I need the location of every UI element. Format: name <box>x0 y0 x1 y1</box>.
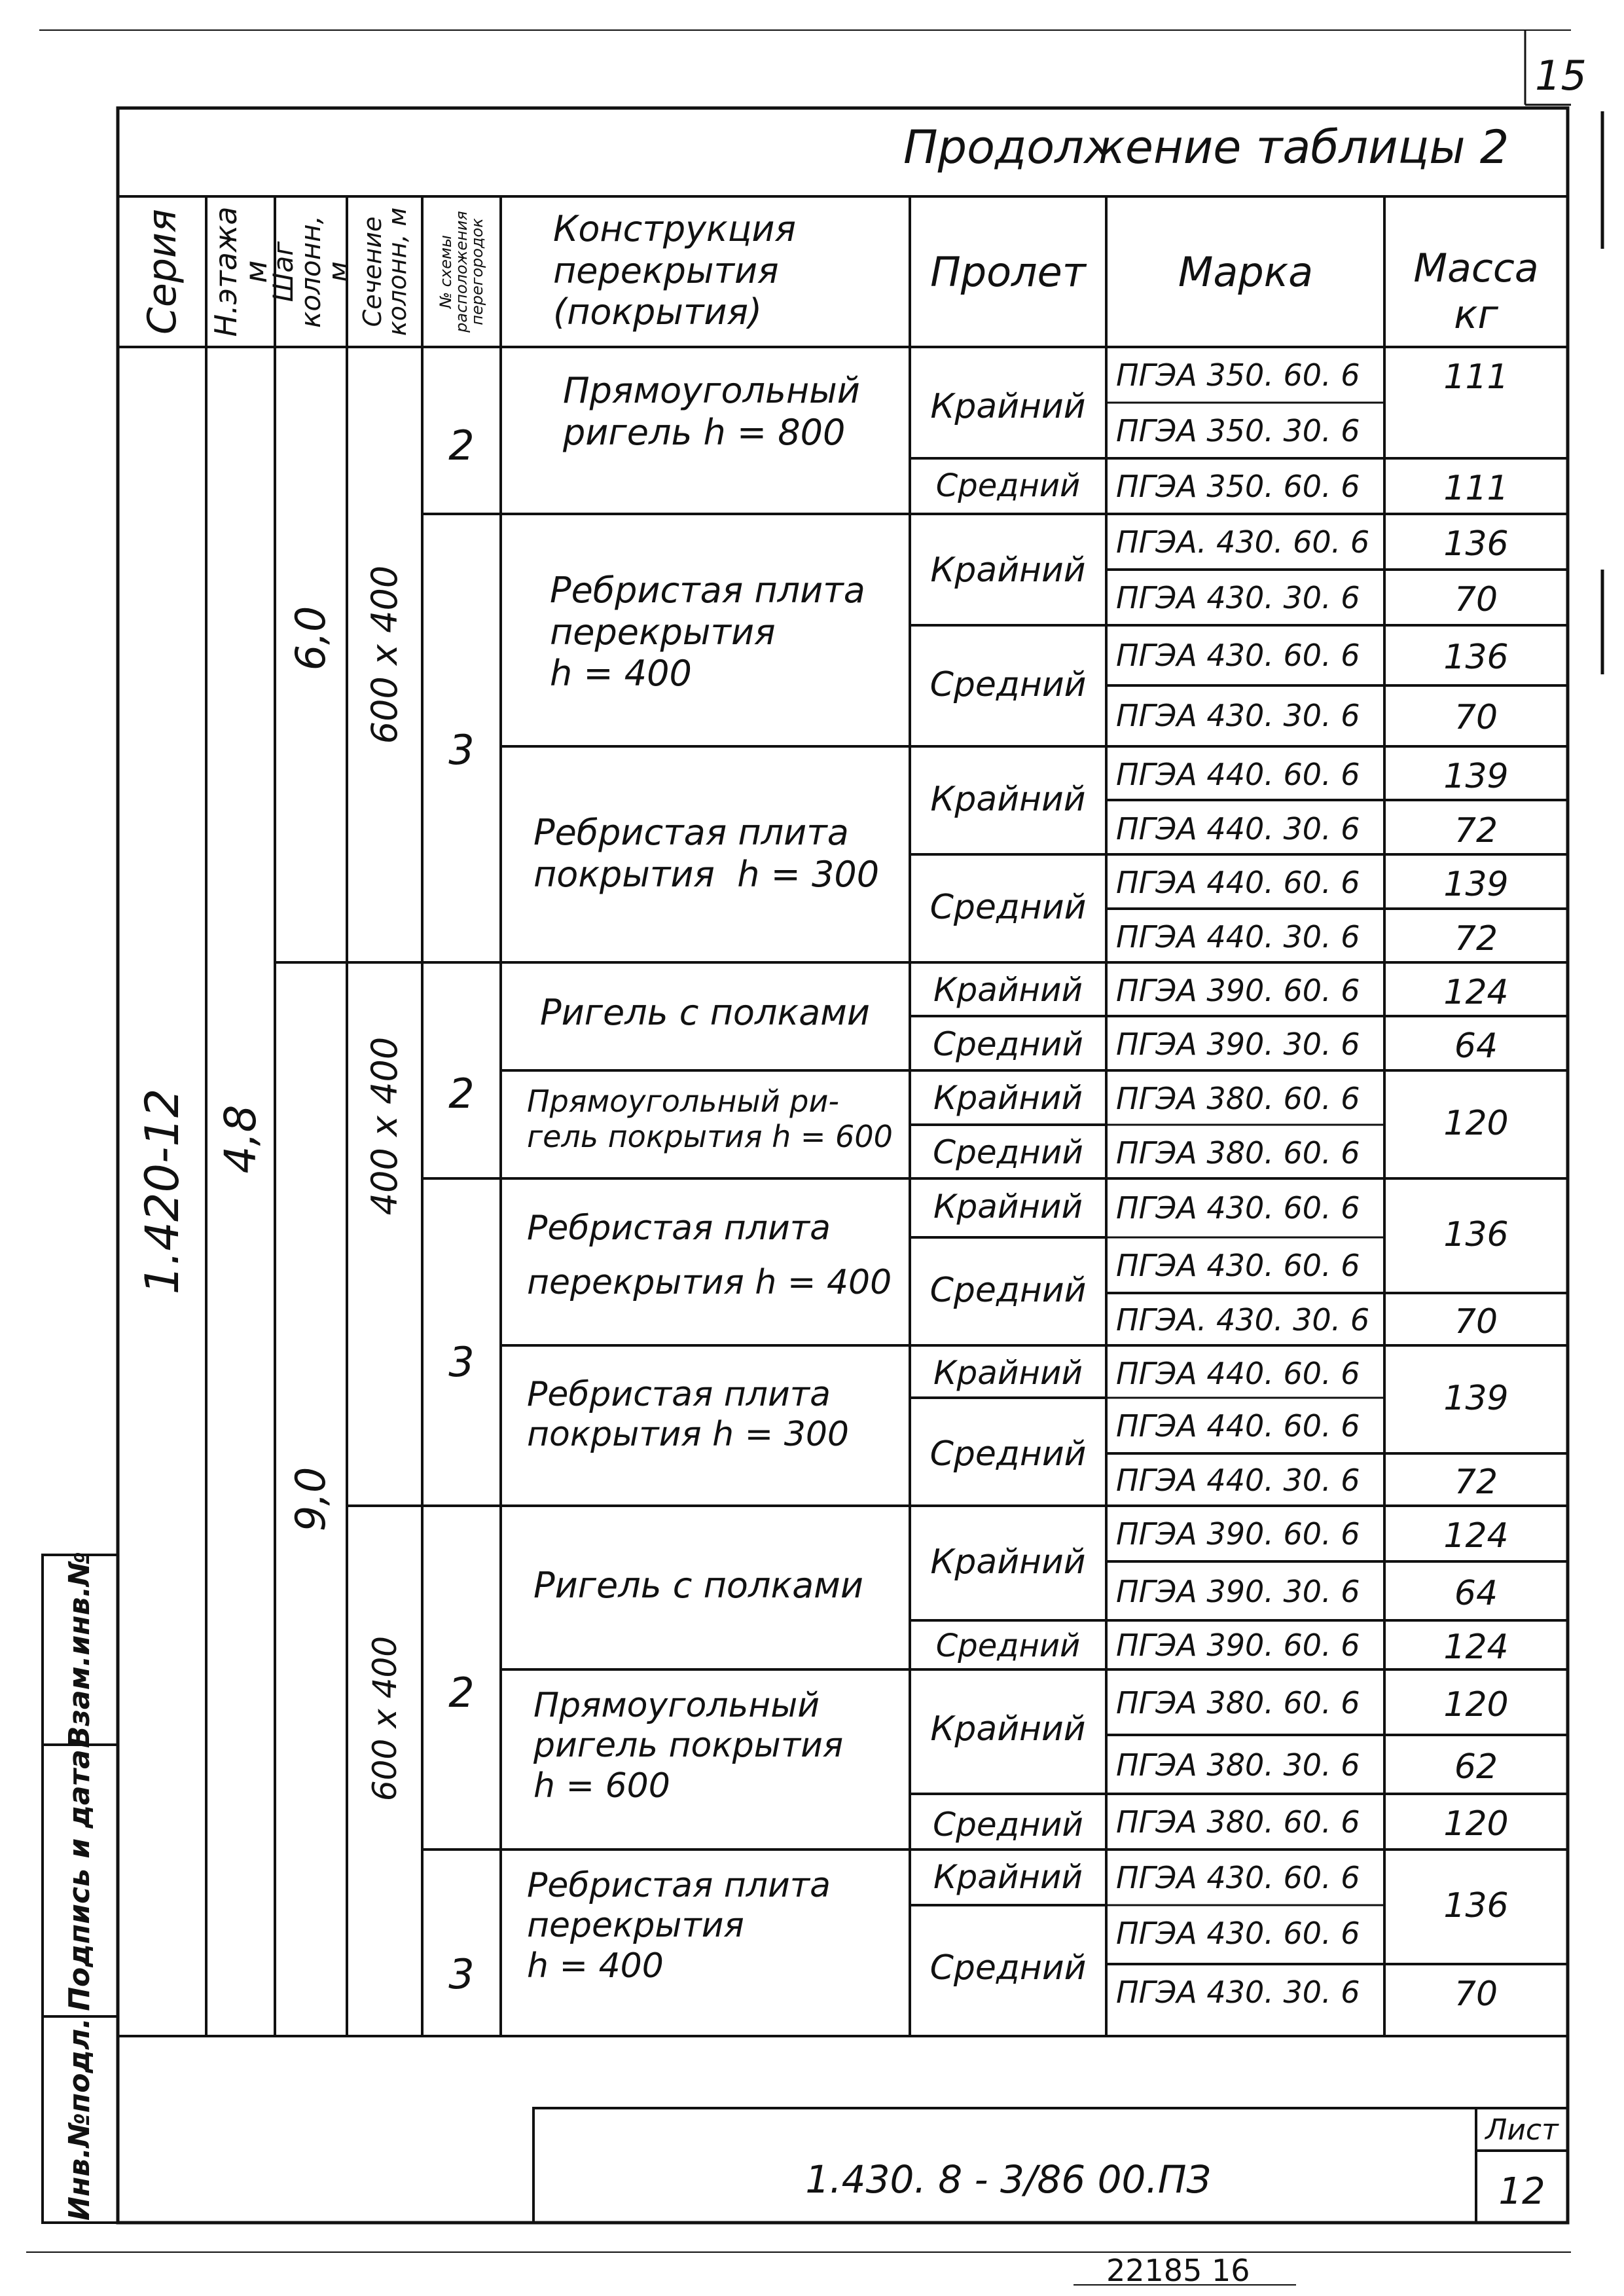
cell-mass: 72 <box>1454 919 1498 958</box>
cell-span: Крайний <box>933 1354 1083 1392</box>
header-nomer-skhemy: № схемы расположения перегородок <box>437 211 486 333</box>
cell-scheme-1: 2 <box>448 422 475 469</box>
cell-mark: ПГЭА 350. 60. 6 <box>1116 469 1360 504</box>
cell-mass: 64 <box>1454 1027 1498 1066</box>
cell-mass: 124 <box>1443 1628 1509 1667</box>
header-nagruzka: Н.этажа м <box>208 206 274 337</box>
cell-mass: 70 <box>1454 580 1498 619</box>
header-shag: Шаг колонн, м <box>267 215 354 328</box>
cell-span: Средний <box>935 1628 1081 1664</box>
cell-mass: 136 <box>1443 638 1509 677</box>
cell-mark: ПГЭА 390. 60. 6 <box>1116 1628 1360 1663</box>
cell-mark: ПГЭА 380. 60. 6 <box>1116 1081 1360 1116</box>
cell-mass: 136 <box>1443 1886 1509 1925</box>
header-sechenie: Сечение колонн, м <box>358 207 412 337</box>
cell-span: Крайний <box>930 551 1086 590</box>
cell-construction: Ригель с полками <box>533 1565 864 1606</box>
cell-scheme-5: 2 <box>448 1669 475 1717</box>
cell-span: Крайний <box>930 1542 1086 1582</box>
cell-mass: 139 <box>1443 757 1509 796</box>
cell-span: Средний <box>929 1948 1087 1988</box>
cell-mark: ПГЭА 440. 30. 6 <box>1116 811 1360 847</box>
cell-span: Средний <box>933 1133 1083 1171</box>
cell-scheme-4: 3 <box>448 1338 475 1386</box>
cell-construction: Прямоугольный ригель покрытия h = 600 <box>533 1686 844 1806</box>
header-massa: Масса кг <box>1413 246 1539 338</box>
cell-construction: Прямоугольный ри- гель покрытия h = 600 <box>527 1084 893 1155</box>
sheet-number: 12 <box>1498 2170 1545 2213</box>
cell-mark: ПГЭА 430. 60. 6 <box>1116 1248 1360 1283</box>
cell-shag-1: 6,0 <box>287 606 334 671</box>
cell-construction: Ребристая плита перекрытия h = 400 <box>527 1209 892 1303</box>
cell-sechenie-3: 600 х 400 <box>366 1635 404 1802</box>
cell-scheme-6: 3 <box>448 1950 475 1998</box>
cell-span: Крайний <box>933 1858 1083 1896</box>
table-caption: Продолжение таблицы 2 <box>903 120 1509 174</box>
cell-span: Средний <box>929 1271 1087 1310</box>
stamp-vzam-inv: Взам.инв.№ <box>63 1551 96 1749</box>
cell-span: Крайний <box>930 780 1086 819</box>
cell-mark: ПГЭА 430. 60. 6 <box>1116 1860 1360 1895</box>
cell-mark: ПГЭА. 430. 60. 6 <box>1116 524 1370 560</box>
cell-mark: ПГЭА 380. 60. 6 <box>1116 1135 1360 1171</box>
cell-span: Средний <box>929 888 1087 927</box>
cell-mass: 70 <box>1454 1302 1498 1341</box>
archive-number: 22185 16 <box>1106 2253 1250 2288</box>
stamp-inv-podl: Инв.№подл. <box>63 2018 96 2221</box>
cell-mass: 136 <box>1443 1215 1509 1254</box>
header-konstrukciya: Конструкция перекрытия (покрытия) <box>553 208 797 333</box>
cell-mass: 124 <box>1443 1516 1509 1556</box>
page-number: 15 <box>1535 52 1587 100</box>
cell-span: Крайний <box>930 387 1086 426</box>
stamp-podpis-data: Подпись и дата <box>63 1749 96 2011</box>
cell-mark: ПГЭА 440. 30. 6 <box>1116 919 1360 955</box>
cell-mark: ПГЭА 440. 30. 6 <box>1116 1463 1360 1498</box>
cell-mass: 72 <box>1454 1463 1498 1502</box>
cell-mark: ПГЭА 430. 30. 6 <box>1116 580 1360 615</box>
cell-mass: 111 <box>1443 469 1509 508</box>
cell-construction: Ребристая плита перекрытия h = 400 <box>550 570 865 695</box>
header-seriya: Серия <box>139 209 185 335</box>
cell-mass: 72 <box>1454 811 1498 850</box>
cell-mark: ПГЭА 440. 60. 6 <box>1116 1408 1360 1444</box>
cell-span: Крайний <box>933 971 1083 1009</box>
cell-span: Средний <box>929 1434 1087 1474</box>
cell-mass: 120 <box>1443 1804 1509 1844</box>
header-marka: Марка <box>1178 248 1314 296</box>
cell-mass: 136 <box>1443 524 1509 564</box>
cell-mass: 70 <box>1454 1975 1498 2014</box>
cell-mark: ПГЭА 380. 60. 6 <box>1116 1804 1360 1840</box>
cell-mass: 120 <box>1443 1104 1509 1143</box>
cell-mark: ПГЭА 430. 60. 6 <box>1116 1190 1360 1226</box>
cell-mass: 62 <box>1454 1747 1498 1787</box>
cell-mark: ПГЭА 350. 60. 6 <box>1116 357 1360 393</box>
cell-mark: ПГЭА. 430. 30. 6 <box>1116 1302 1370 1338</box>
cell-construction: Ребристая плита перекрытия h = 400 <box>527 1866 831 1986</box>
cell-mark: ПГЭА 390. 30. 6 <box>1116 1027 1360 1062</box>
cell-mark: ПГЭА 430. 30. 6 <box>1116 698 1360 733</box>
cell-sechenie-2: 400 х 400 <box>364 1036 405 1216</box>
cell-span: Средний <box>929 665 1087 704</box>
cell-mark: ПГЭА 380. 30. 6 <box>1116 1747 1360 1783</box>
cell-shag-2: 9,0 <box>287 1467 334 1532</box>
cell-mass: 120 <box>1443 1685 1509 1724</box>
doc-code: 1.430. 8 - 3/86 00.ПЗ <box>805 2157 1211 2202</box>
cell-construction: Прямоугольный ригель h = 800 <box>563 370 860 453</box>
cell-mark: ПГЭА 390. 60. 6 <box>1116 973 1360 1008</box>
cell-scheme-3: 2 <box>448 1070 475 1118</box>
cell-nagruzka: 4,8 <box>215 1104 266 1174</box>
cell-mass: 64 <box>1454 1574 1498 1613</box>
cell-mass: 111 <box>1443 357 1509 397</box>
cell-scheme-2: 3 <box>448 726 475 774</box>
cell-mass: 124 <box>1443 973 1509 1012</box>
cell-mark: ПГЭА 440. 60. 6 <box>1116 757 1360 792</box>
cell-mark: ПГЭА 430. 60. 6 <box>1116 638 1360 673</box>
cell-mass: 70 <box>1454 698 1498 737</box>
cell-sechenie-1: 600 х 400 <box>364 565 405 744</box>
cell-span: Средний <box>933 1025 1083 1063</box>
cell-mark: ПГЭА 440. 60. 6 <box>1116 1356 1360 1391</box>
cell-construction: Ребристая плита покрытия h = 300 <box>527 1375 850 1455</box>
cell-construction: Ребристая плита покрытия h = 300 <box>533 812 880 895</box>
cell-mark: ПГЭА 430. 60. 6 <box>1116 1916 1360 1951</box>
cell-span: Крайний <box>930 1709 1086 1749</box>
cell-span: Крайний <box>933 1188 1083 1226</box>
cell-span: Средний <box>935 467 1081 504</box>
cell-mass: 139 <box>1443 1379 1509 1418</box>
cell-span: Средний <box>933 1806 1083 1844</box>
cell-mark: ПГЭА 350. 30. 6 <box>1116 413 1360 448</box>
cell-construction: Ригель с полками <box>540 992 871 1033</box>
cell-mark: ПГЭА 440. 60. 6 <box>1116 865 1360 900</box>
cell-span: Крайний <box>933 1079 1083 1117</box>
cell-mark: ПГЭА 390. 30. 6 <box>1116 1574 1360 1609</box>
header-prolet: Пролет <box>930 248 1086 296</box>
cell-mark: ПГЭА 380. 60. 6 <box>1116 1685 1360 1721</box>
cell-mass: 139 <box>1443 865 1509 904</box>
cell-mark: ПГЭА 430. 30. 6 <box>1116 1975 1360 2010</box>
cell-mark: ПГЭА 390. 60. 6 <box>1116 1516 1360 1552</box>
cell-seriya: 1.420-12 <box>135 1088 189 1295</box>
sheet-label: Лист <box>1485 2113 1559 2147</box>
